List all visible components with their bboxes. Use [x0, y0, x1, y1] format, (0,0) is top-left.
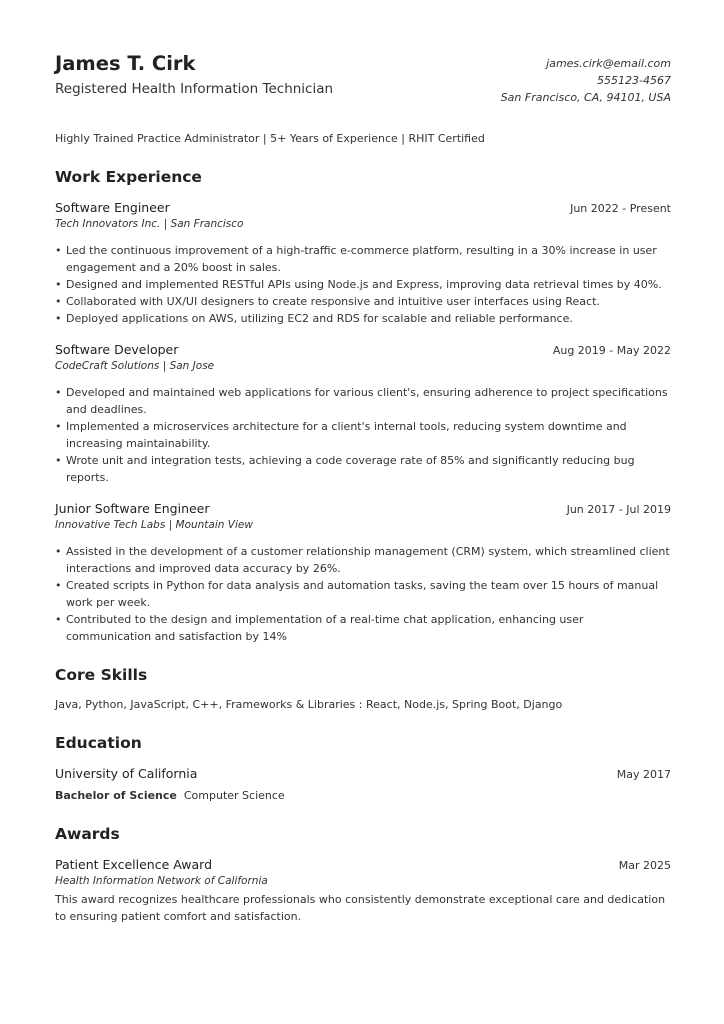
job-title: Software Engineer: [55, 200, 170, 215]
education-heading: Education: [55, 734, 142, 752]
degree-name: Bachelor of Science: [55, 789, 177, 802]
award-description: This award recognizes healthcare professionals who consistently demonstrate exceptional care and dedication to ensuring patient comfort and satisfaction.: [55, 893, 666, 923]
school-name: University of California: [55, 766, 198, 781]
header-left: [55, 52, 333, 98]
job-company: Innovative Tech Labs: [55, 519, 166, 531]
job-dates: Jun 2017 - Jul 2019: [566, 503, 671, 516]
award-date: Mar 2025: [618, 859, 671, 872]
job-title: Junior Software Engineer: [55, 501, 210, 516]
work-experience-heading: Work Experience: [55, 168, 202, 186]
job-company: Tech Innovators Inc.: [55, 218, 161, 230]
job-company: CodeCraft Solutions: [55, 360, 160, 372]
degree-line: [55, 788, 671, 804]
list-item: • Deployed applications on AWS, utilizing EC2 and RDS for scalable and reliable performance.: [66, 310, 671, 327]
candidate-title: Registered Health Information Technician: [55, 81, 334, 97]
job-company-line: Innovative Tech Labs | Mountain View: [55, 519, 253, 531]
skills-text: Java, Python, JavaScript, C++, Frameworks & Libraries : React, Node.js, Spring Boot, Django: [55, 698, 563, 711]
list-item: • Developed and maintained web applications for various client's, ensuring adherence to project specifications and deadlines.: [66, 384, 671, 418]
job-entry: [55, 199, 671, 327]
list-item: • Implemented a microservices architecture for a client's internal tools, reducing system downtime and increasing maintainability.: [66, 418, 671, 452]
education-date: May 2017: [616, 768, 671, 781]
contact-block: [501, 55, 671, 106]
list-item: • Led the continuous improvement of a high-traffic e-commerce platform, resulting in a 30% increase in user engagement and a 20% boost in sales.: [66, 242, 671, 276]
job-company-line: Tech Innovators Inc. | San Francisco: [55, 218, 244, 230]
summary-line: Highly Trained Practice Administrator | 5+ Years of Experience | RHIT Certified: [55, 132, 485, 145]
award-entry: [55, 856, 671, 925]
job-location: San Francisco: [170, 218, 244, 230]
contact-phone: 555123-4567: [597, 74, 671, 87]
education-header: [55, 765, 671, 782]
job-dates: Aug 2019 - May 2022: [552, 344, 671, 357]
job-header: [55, 199, 671, 216]
list-item: • Collaborated with UX/UI designers to create responsive and intuitive user interfaces using React.: [66, 293, 671, 310]
list-item: • Contributed to the design and implementation of a real-time chat application, enhancing user communication and satisfaction by 14%: [66, 611, 671, 645]
core-skills-heading: Core Skills: [55, 666, 148, 684]
job-header: [55, 341, 671, 358]
award-issuer: Health Information Network of California: [55, 875, 268, 887]
job-title: Software Developer: [55, 342, 179, 357]
education-entry: [55, 765, 671, 804]
contact-location: San Francisco, CA, 94101, USA: [500, 91, 671, 104]
job-location: San Jose: [169, 360, 215, 372]
contact-email[interactable]: james.cirk@email.com: [546, 57, 671, 70]
award-header: [55, 856, 671, 873]
job-bullets: [55, 543, 671, 645]
candidate-name: James T. Cirk: [55, 52, 196, 75]
work-experience-section: [55, 199, 671, 645]
job-entry: [55, 341, 671, 486]
job-location: Mountain View: [175, 519, 253, 531]
list-item: • Created scripts in Python for data analysis and automation tasks, saving the team over 15 hours of manual work per week.: [66, 577, 671, 611]
job-entry: [55, 500, 671, 645]
job-header: [55, 500, 671, 517]
degree-field: Computer Science: [183, 789, 285, 802]
award-title: Patient Excellence Award: [55, 857, 213, 872]
list-item: • Assisted in the development of a customer relationship management (CRM) system, which streamlined client interactions and improved data accuracy by 26%.: [66, 543, 671, 577]
list-item: • Wrote unit and integration tests, achieving a code coverage rate of 85% and significantly reducing bug reports.: [66, 452, 671, 486]
job-bullets: [55, 384, 671, 486]
resume-header: [55, 52, 671, 106]
job-company-line: CodeCraft Solutions | San Jose: [55, 360, 215, 372]
awards-heading: Awards: [55, 825, 120, 843]
job-dates: Jun 2022 - Present: [570, 202, 671, 215]
list-item: • Designed and implemented RESTful APIs using Node.js and Express, improving data retrieval times by 40%.: [66, 276, 671, 293]
job-bullets: [55, 242, 671, 327]
